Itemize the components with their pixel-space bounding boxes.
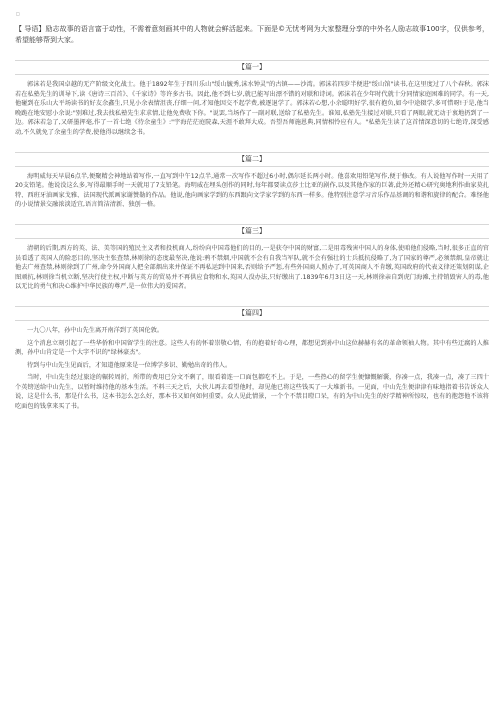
section-header: 【篇三】 bbox=[15, 224, 489, 239]
intro-text: 【 导语】励志故事的语言富于动性，不需着意刻画其中的人物就会鲜活起来。下面是©无忧考网为大家整理分享的中外名人励志故事100字，仅供参考，希望能够帮到大家。 bbox=[15, 25, 489, 44]
section-paragraph: 一九〇八年，孙中山先生离开南洋到了英国伦敦。 bbox=[27, 326, 164, 334]
section-paragraph: 待到与中山先生见面后，才知道他原来是一位博学多识、勤勉出奇的伟人。 bbox=[27, 361, 232, 369]
section-4 bbox=[15, 306, 489, 412]
section-header: 【篇四】 bbox=[15, 306, 489, 321]
section-paragraph: 这个消息立刻引起了一些华侨和中国留学生的注意。这些人有的怀着崇敬心情，有的抱着好奇心理，都想见到孙中山这位赫赫有名的革命领袖人物。其中有些迂腐的人推测，孙中山肯定是一个大字不识的"绿林豪杰"。 bbox=[15, 339, 489, 357]
section-header: 【篇一】 bbox=[15, 60, 489, 75]
section-1 bbox=[15, 60, 489, 138]
section-2 bbox=[15, 152, 489, 210]
section-3 bbox=[15, 224, 489, 292]
section-header: 【篇二】 bbox=[15, 152, 489, 167]
placeholder-image-icon: □ bbox=[16, 11, 20, 16]
section-paragraph: 清朝的后期,西方的英、法、美等国的殖民主义者和投机商人,纷纷向中国毒他们的目的,一是获夺中国的财富,二是用毒残害中国人的身体,使咱他们侵略,当时,很多正直的官员看透了英国人的险恶目的,坚决主张查禁,林则徐的态度最坚决,他说:鸦不禁烟,中国就不会有自我当军队,就不会有强壮的士兵抵抗侵略了,为了国家的尊严,必须禁烟,皇帝就让他去广州查禁,林则徐到了广州,命令外国商人把全部烟出来并保证不再私运到中国来,否则给予严惩,有些外国商人照办了,可英国商人不肯缴,英国政府的代表义律还策划阴谋,企图顽抗,林则徐当机立断,坚决行使主权,中断与英方的贸易并不再供应食物和水,英国人没办法,只好缴出了.1839年6月3日这一天,林则徐亲自到虎门海滩,主持销毁害人的毒,他以无比的勇气和决心维护中华民族的尊严,是一位伟大的爱国者。 bbox=[15, 244, 489, 291]
section-paragraph: 海明威每天早晨6点半,便聚精会神地站着写作,一直写到中午12点半,通常一次写作不超过6小时,偶尔延长两小时。他喜欢用铅笔写作,便于修改。有人说他写作时一天用了20支铅笔。他说没这么多,写得最顺手时一天就用了7支铅笔。海明威在埋头创作的同时,每年都要读点莎士比亚的剧作,以及其他作家的巨著,此外还精心研究奥地利作曲家莫扎特、西班牙油画家戈雅、法国现代派画家谢赞勒的作品。他说,他向画家学到的东西跟向文学家学到的东西一样多。他特别注意学习音乐作品基调的和谐和旋律的配合。难怪他的小说情景交融浓淡适宜,语言简洁清新、独创一格。 bbox=[15, 172, 489, 209]
section-paragraph: 当时，中山先生经过旅途的辗转周折，所带的费用已分文不剩了，眼看着连一口面包都吃不上。于是，一些热心的留学生便慷慨解囊，你凑一点，我凑一点，凑了三四十个英镑送给中山先生，以暂时维持他的基本生活。不料三天之后，大伙儿再去看望他时，却见他已将这些钱买了一大堆新书。一见面，中山先生便津津有味地指着书告诉众人说，这是什么书，那是什么书，这本书怎么怎么好，那本书又如何如何重要。众人见此情景，一个个不禁目瞪口呆，有的为中山先生的好学精神所惊叹，也有的抱怨他不该将吃面包的钱拿来买了书。 bbox=[15, 374, 489, 411]
section-paragraph: 郭沫若是我国卓越的无产阶级文化战士。他于1892年生于四川乐山"绥山毓秀,沫水钟灵"的古镇——沙湾。郭沫若四岁半便进"绥山馆"读书,在这里度过了八个春秋。郭沫若在私塾先生的训导下,读《唐诗三百首》、《千家诗》等许多古书。因此,他不到七岁,就已能写出漂不错的对联和诗词。郭沫若在少年时代就十分同情家庭困难的同学。有一天,他碰到在乐山大平场读书的好友余鑫生,只见小余表情沮丧,仔细一问,才知他因交不起学费,被逐退学了。郭沫若心想,小余聪明好学,很有抱负,如今中途辍学,多可惜呀!于是,他当晚跪在地安慰小余说:"别难过,我去找私塾先生求求情,让他免费收下你。"说罢,当场作了一副对联,送给了私塾先生。谁知,私塾先生接过对联,只看了两眼,就无动于衷地扔到了一边。郭沫若急了,又研墨挥毫,作了一首七绝《待余童生》:"宇海茫茫庭院森,天涯不敢拜大成。吾望吾师施恩典,同情相怜应有人。"私塾先生读了这首情深意切的七绝诗,深受感动,不久就免了余童生的学费,使他得以继续念书。 bbox=[15, 81, 489, 136]
